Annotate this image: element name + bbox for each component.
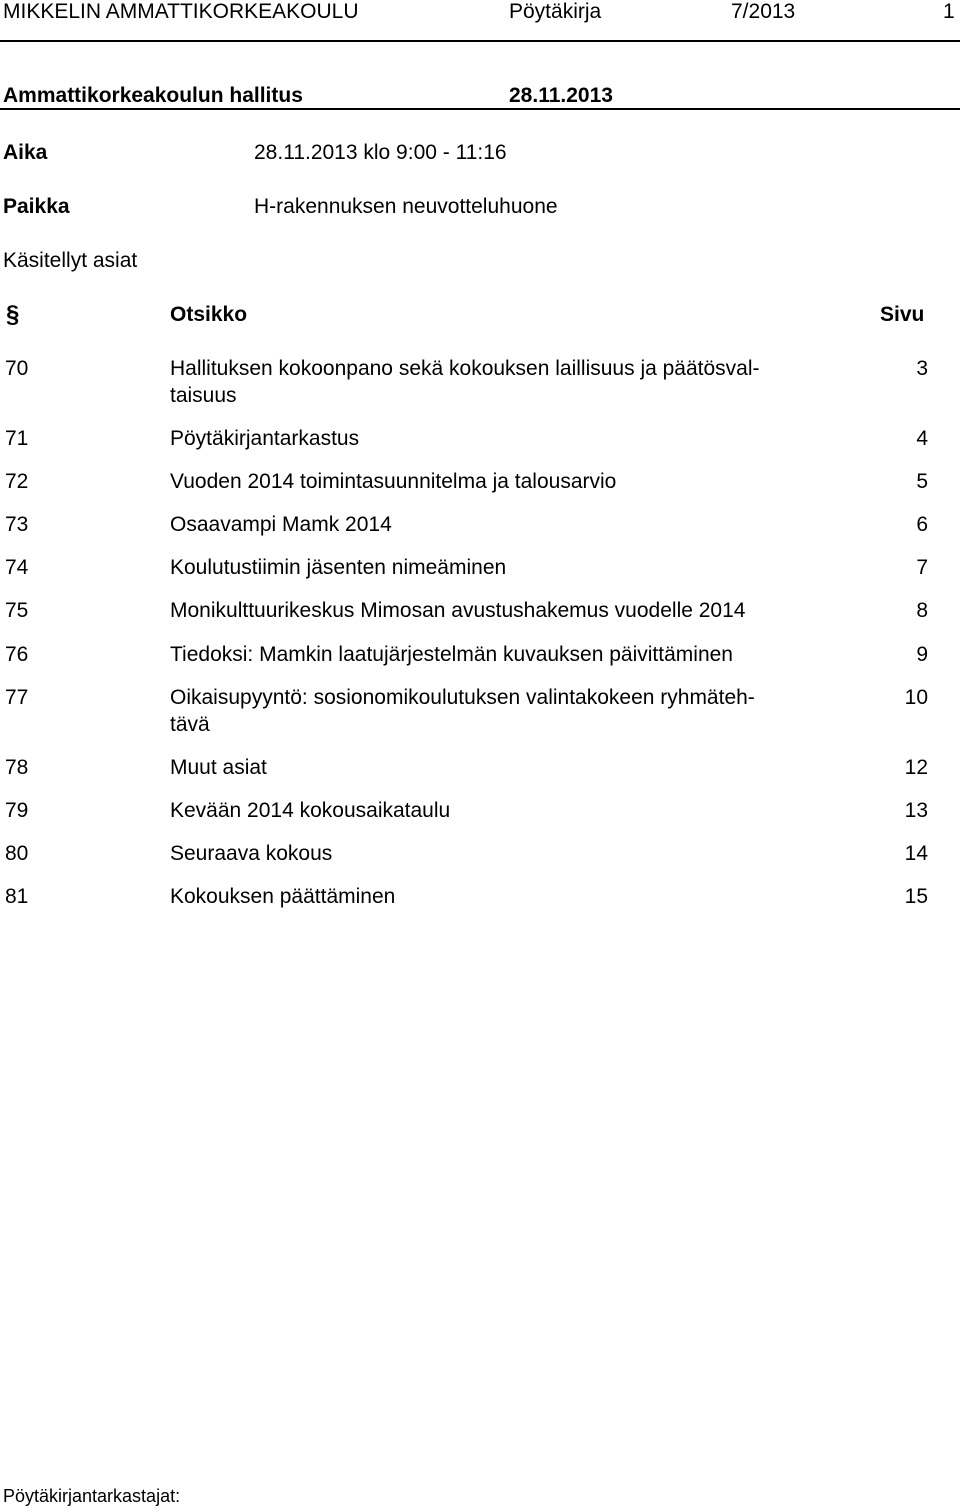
agenda-item-page: 6 <box>916 513 928 536</box>
agenda-item-title: Osaavampi Mamk 2014 <box>170 513 392 536</box>
header-divider <box>0 40 960 42</box>
document-type: Pöytäkirja <box>509 0 602 23</box>
agenda-item-title: Monikulttuurikeskus Mimosan avustushakemus vuodelle 2014 <box>170 599 746 622</box>
time-value: 28.11.2013 klo 9:00 - 11:16 <box>254 141 507 164</box>
agenda-item-page: 3 <box>916 357 928 380</box>
meeting-date: 28.11.2013 <box>509 84 613 107</box>
agenda-item-page: 10 <box>904 686 928 709</box>
agenda-item-number: 71 <box>5 427 29 450</box>
agenda-item-title: Kokouksen päättäminen <box>170 885 396 908</box>
agenda-item-page: 5 <box>916 470 928 493</box>
agenda-item-number: 73 <box>5 513 29 536</box>
agenda-item-title: Koulutustiimin jäsenten nimeäminen <box>170 556 507 579</box>
organization-name: MIKKELIN AMMATTIKORKEAKOULU <box>3 0 359 23</box>
time-label: Aika <box>3 141 48 164</box>
agenda-item-number: 81 <box>5 885 29 908</box>
agenda-item-title: Pöytäkirjantarkastus <box>170 427 360 450</box>
agenda-item-number: 76 <box>5 643 29 666</box>
agenda-item-page: 9 <box>916 643 928 666</box>
agenda-item-number: 80 <box>5 842 29 865</box>
minutes-checkers-label: Pöytäkirjantarkastajat: <box>3 1486 181 1506</box>
place-value: H-rakennuksen neuvotteluhuone <box>254 195 558 218</box>
agenda-item-page: 14 <box>904 842 928 865</box>
section-symbol: § <box>6 301 20 328</box>
place-label: Paikka <box>3 195 70 218</box>
agenda-item-number: 70 <box>5 357 29 380</box>
agenda-item-number: 78 <box>5 756 29 779</box>
agenda-item-title: Hallituksen kokoonpano sekä kokouksen laillisuus ja päätösval- taisuus <box>170 357 760 407</box>
agenda-item-title: Kevään 2014 kokousaikataulu <box>170 799 451 822</box>
agenda-item-number: 74 <box>5 556 29 579</box>
document-number: 7/2013 <box>731 0 796 23</box>
governing-body-name: Ammattikorkeakoulun hallitus <box>3 84 303 107</box>
agenda-item-page: 13 <box>904 799 928 822</box>
agenda-item-page: 12 <box>904 756 928 779</box>
meeting-divider <box>0 108 960 110</box>
agenda-heading: Käsitellyt asiat <box>3 249 138 272</box>
agenda-item-number: 79 <box>5 799 29 822</box>
agenda-item-number: 72 <box>5 470 29 493</box>
agenda-item-number: 77 <box>5 686 29 709</box>
agenda-item-number: 75 <box>5 599 29 622</box>
agenda-item-title: Muut asiat <box>170 756 267 779</box>
column-header-title: Otsikko <box>170 303 248 326</box>
agenda-item-page: 15 <box>904 885 928 908</box>
agenda-item-page: 8 <box>916 599 928 622</box>
page-number: 1 <box>943 0 955 23</box>
agenda-item-page: 4 <box>916 427 928 450</box>
agenda-item-title: Oikaisupyyntö: sosionomikoulutuksen valintakokeen ryhmäteh- tävä <box>170 686 755 736</box>
agenda-item-title: Seuraava kokous <box>170 842 333 865</box>
column-header-page: Sivu <box>880 303 925 326</box>
agenda-item-page: 7 <box>916 556 928 579</box>
agenda-item-title: Tiedoksi: Mamkin laatujärjestelmän kuvauksen päivittäminen <box>170 643 733 666</box>
agenda-item-title: Vuoden 2014 toimintasuunnitelma ja talousarvio <box>170 470 617 493</box>
